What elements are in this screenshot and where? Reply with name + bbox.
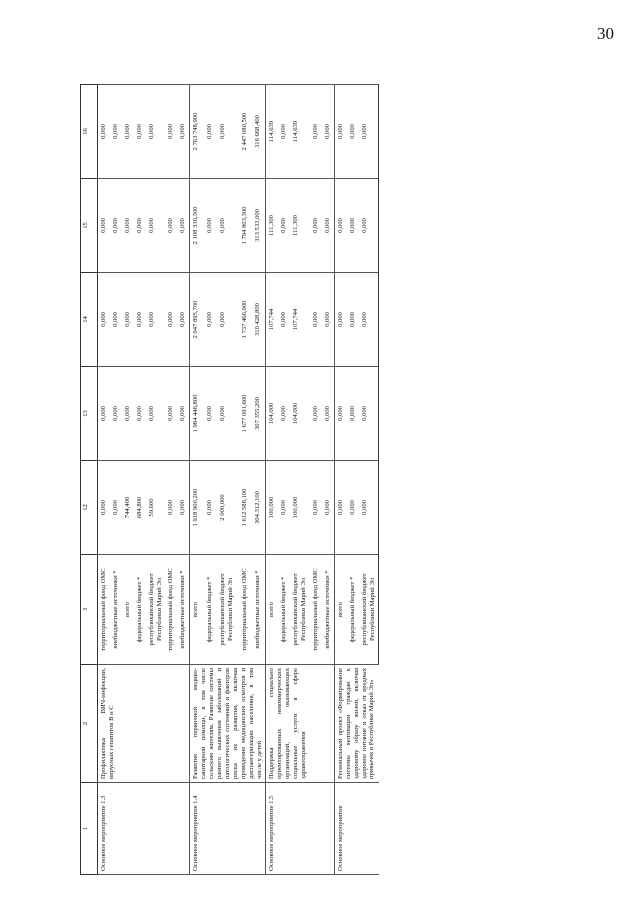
funding-value: 0,000 (177, 179, 189, 273)
funding-value: 0,000 (177, 367, 189, 461)
funding-value: 0,000 (204, 85, 217, 179)
funding-value: 1 794 803,300 (239, 179, 252, 273)
funding-value: 310 428,800 (252, 273, 266, 367)
funding-value: 0,000 (278, 367, 290, 461)
funding-value: 0,000 (122, 367, 134, 461)
funding-value: 0,000 (177, 273, 189, 367)
measure-name: Профилактика ВИЧ-инфекции, вирусных гепатитов В и С (98, 665, 190, 783)
funding-source: территориальный фонд ОМС (310, 555, 322, 665)
funding-source: федеральный бюджет * (347, 555, 359, 665)
funding-value: 59,600 (146, 461, 166, 555)
funding-value: 307 355,200 (252, 367, 266, 461)
funding-value: 0,000 (134, 367, 146, 461)
funding-value: 0,000 (165, 367, 177, 461)
table-row (334, 85, 346, 875)
funding-value: 1 918 900,200 (190, 461, 204, 555)
funding-value: 0,000 (98, 85, 110, 179)
funding-value: 0,000 (278, 85, 290, 179)
funding-source: территориальный фонд ОМС (98, 555, 110, 665)
funding-value: 313 533,000 (252, 179, 266, 273)
funding-source: территориальный фонд ОМС (165, 555, 177, 665)
funding-value: 0,000 (217, 179, 239, 273)
page-number: 30 (597, 24, 614, 43)
funding-source: всего (122, 555, 134, 665)
funding-value: 0,000 (310, 273, 322, 367)
funding-value: 2 447 080,500 (239, 85, 252, 179)
funding-value: 2 047 895,700 (190, 273, 204, 367)
funding-value: 1 677 091,600 (239, 367, 252, 461)
funding-value: 2 000,000 (217, 461, 239, 555)
funding-value: 0,000 (334, 179, 346, 273)
funding-value: 0,000 (165, 461, 177, 555)
funding-value: 0,000 (278, 461, 290, 555)
funding-source: республиканский бюджет Республики Марий Эл (290, 555, 310, 665)
funding-value: 0,000 (177, 85, 189, 179)
funding-value: 0,000 (359, 367, 379, 461)
funding-value: 104,000 (266, 367, 278, 461)
funding-value: 0,000 (334, 461, 346, 555)
column-number-row (81, 85, 98, 875)
funding-value: 0,000 (322, 85, 334, 179)
funding-value: 304 312,100 (252, 461, 266, 555)
table-row (190, 85, 204, 875)
funding-value: 0,000 (334, 85, 346, 179)
funding-value: 0,000 (110, 367, 122, 461)
funding-value: 0,000 (322, 461, 334, 555)
column-header: 13 (81, 367, 98, 461)
funding-value: 0,000 (122, 85, 134, 179)
funding-value: 111,300 (290, 179, 310, 273)
funding-value: 0,000 (347, 179, 359, 273)
funding-value: 0,000 (322, 179, 334, 273)
funding-source: федеральный бюджет * (278, 555, 290, 665)
funding-value: 684,800 (134, 461, 146, 555)
funding-value: 0,000 (310, 85, 322, 179)
funding-source: внебюджетные источники * (177, 555, 189, 665)
funding-source: территориальный фонд ОМС (239, 555, 252, 665)
funding-source: республиканский бюджет Республики Марий Эл (146, 555, 166, 665)
funding-value: 0,000 (347, 461, 359, 555)
funding-value: 107,744 (266, 273, 278, 367)
funding-value: 0,000 (110, 461, 122, 555)
funding-value: 0,000 (122, 273, 134, 367)
funding-value: 0,000 (177, 461, 189, 555)
funding-value: 0,000 (146, 85, 166, 179)
funding-source: внебюджетные источники * (252, 555, 266, 665)
funding-source: республиканский бюджет Республики Марий Эл (217, 555, 239, 665)
funding-value: 2 763 748,900 (190, 85, 204, 179)
funding-value: 0,000 (359, 179, 379, 273)
funding-value: 744,400 (122, 461, 134, 555)
funding-value: 0,000 (359, 85, 379, 179)
column-header: 3 (81, 555, 98, 665)
column-header: 12 (81, 461, 98, 555)
measure-number: Основное мероприятие (334, 783, 379, 875)
funding-value: 1 737 466,900 (239, 273, 252, 367)
funding-value: 0,000 (334, 367, 346, 461)
column-header: 15 (81, 179, 98, 273)
funding-value: 0,000 (347, 367, 359, 461)
funding-value: 0,000 (310, 367, 322, 461)
funding-source: всего (190, 555, 204, 665)
funding-value: 0,000 (110, 179, 122, 273)
column-header: 16 (81, 85, 98, 179)
funding-value: 0,000 (98, 367, 110, 461)
funding-value: 0,000 (134, 179, 146, 273)
funding-value: 0,000 (347, 85, 359, 179)
funding-value: 104,000 (290, 367, 310, 461)
table-row (98, 85, 110, 875)
funding-value: 0,000 (146, 179, 166, 273)
funding-value: 0,000 (146, 273, 166, 367)
funding-value: 0,000 (122, 179, 134, 273)
measure-name: Региональный проект «Формирование системы мотивации граждан к здоровому образу жизни, включая здоровое питание и отказ от вредных привычек в Республике Марий Эл» (334, 665, 379, 783)
measure-number: Основное мероприятие 1.4 (190, 783, 266, 875)
funding-value: 1 612 588,100 (239, 461, 252, 555)
funding-value: 111,300 (266, 179, 278, 273)
funding-source: федеральный бюджет * (204, 555, 217, 665)
measure-name: Поддержка социально ориентированных некоммерческих организаций, оказывающих социальные услуги в сфере здравоохранения (266, 665, 334, 783)
funding-value: 0,000 (322, 367, 334, 461)
funding-table-sheet (80, 85, 580, 875)
funding-source: всего (266, 555, 278, 665)
funding-value: 2 108 336,300 (190, 179, 204, 273)
funding-value: 0,000 (204, 273, 217, 367)
funding-table (80, 84, 379, 875)
funding-value: 0,000 (204, 461, 217, 555)
funding-value: 0,000 (217, 85, 239, 179)
funding-value: 1 984 446,800 (190, 367, 204, 461)
funding-value: 0,000 (204, 179, 217, 273)
measure-number: Основное мероприятие 1.5 (266, 783, 334, 875)
funding-value: 0,000 (217, 367, 239, 461)
funding-value: 0,000 (110, 85, 122, 179)
column-header: 2 (81, 665, 98, 783)
funding-value: 114,639 (290, 85, 310, 179)
funding-value: 0,000 (98, 179, 110, 273)
funding-source: внебюджетные источники * (110, 555, 122, 665)
funding-source: всего (334, 555, 346, 665)
funding-value: 0,000 (322, 273, 334, 367)
funding-value: 0,000 (98, 461, 110, 555)
funding-value: 0,000 (204, 367, 217, 461)
funding-value: 0,000 (278, 273, 290, 367)
funding-value: 0,000 (146, 367, 166, 461)
funding-value: 0,000 (359, 461, 379, 555)
funding-source: республиканский бюджет Республики Марий Эл (359, 555, 379, 665)
measure-name: Развитие первичной медико-санитарной помощи, в том числе сельским жителям. Развитие системы раннего выявления заболеваний и патологических состояний и факторов риска их развития, включая проведение медицинских осмотров и диспансеризации населения, в том числе у детей (190, 665, 266, 783)
table-body (98, 85, 379, 875)
funding-value: 0,000 (134, 85, 146, 179)
funding-value: 0,000 (98, 273, 110, 367)
funding-value: 114,639 (266, 85, 278, 179)
funding-value: 0,000 (359, 273, 379, 367)
funding-value: 100,000 (290, 461, 310, 555)
funding-value: 0,000 (278, 179, 290, 273)
funding-value: 0,000 (334, 273, 346, 367)
funding-value: 0,000 (165, 85, 177, 179)
funding-value: 0,000 (134, 273, 146, 367)
funding-value: 107,744 (290, 273, 310, 367)
table-row (266, 85, 278, 875)
funding-source: федеральный бюджет * (134, 555, 146, 665)
funding-value: 0,000 (165, 273, 177, 367)
funding-value: 0,000 (347, 273, 359, 367)
funding-value: 0,000 (110, 273, 122, 367)
column-header: 1 (81, 783, 98, 875)
column-header: 14 (81, 273, 98, 367)
measure-number: Основное мероприятие 1.3 (98, 783, 190, 875)
funding-value: 0,000 (310, 179, 322, 273)
funding-source: внебюджетные источники * (322, 555, 334, 665)
funding-value: 0,000 (165, 179, 177, 273)
funding-value: 0,000 (310, 461, 322, 555)
funding-value: 316 668,400 (252, 85, 266, 179)
funding-value: 0,000 (217, 273, 239, 367)
funding-value: 100,000 (266, 461, 278, 555)
